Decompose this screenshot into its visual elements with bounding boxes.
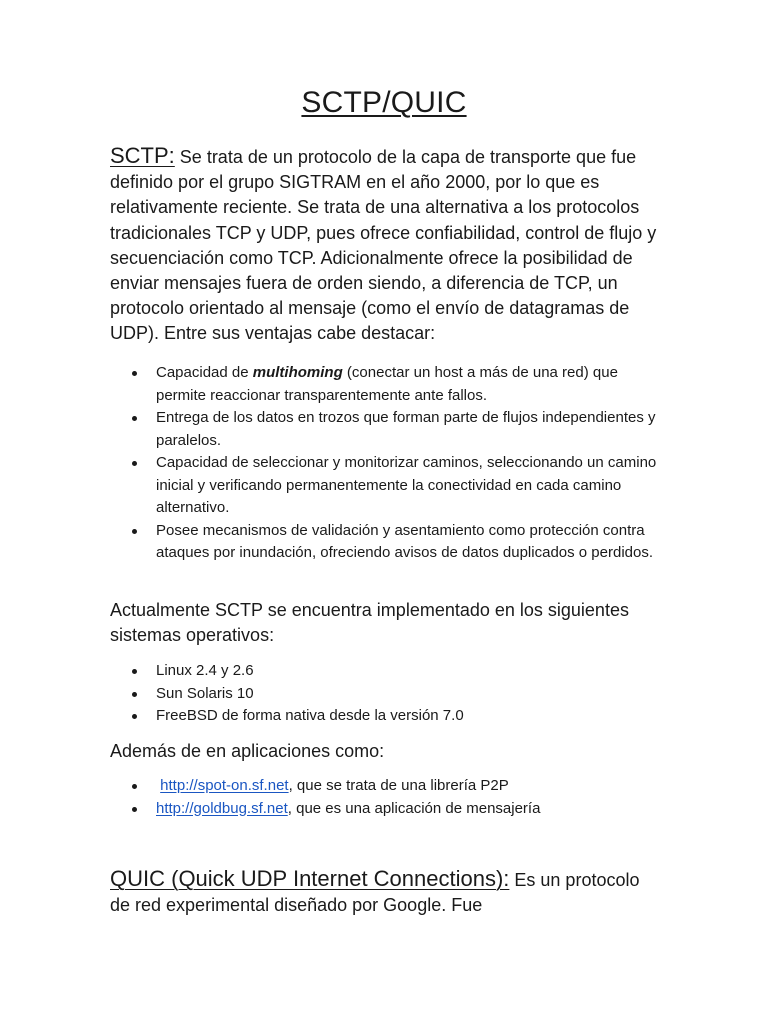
advantage-text: Capacidad de seleccionar y monitorizar caminos, seleccionando un camino inicial y verificando permanentemente la conectividad en cada camino alternativo. xyxy=(156,454,657,516)
list-item xyxy=(110,775,658,798)
list-item xyxy=(110,660,658,683)
advantage-text: Entrega de los datos en trozos que forman parte de flujos independientes y paralelos. xyxy=(156,409,656,449)
sctp-heading: SCTP: xyxy=(110,143,175,168)
quic-intro-text: Es un protocolo de red experimental diseñado por Google. Fue xyxy=(110,870,640,916)
bullet-icon xyxy=(132,669,137,674)
list-item xyxy=(110,705,658,728)
goldbug-link[interactable]: http://goldbug.sf.net xyxy=(156,799,288,817)
advantages-list xyxy=(110,362,658,565)
bullet-icon xyxy=(132,784,137,789)
list-item xyxy=(110,362,658,407)
page-title: SCTP/QUIC xyxy=(301,86,467,119)
list-item xyxy=(110,520,658,565)
os-item: Sun Solaris 10 xyxy=(156,684,254,702)
bullet-icon xyxy=(132,371,137,376)
os-item: Linux 2.4 y 2.6 xyxy=(156,662,254,679)
quic-heading: QUIC (Quick UDP Internet Connections): xyxy=(110,866,510,891)
apps-intro-section xyxy=(110,739,658,764)
list-item xyxy=(110,798,658,821)
os-item: FreeBSD de forma nativa desde la versión 7.0 xyxy=(156,707,464,724)
os-list-section xyxy=(110,660,658,728)
bullet-icon xyxy=(132,416,137,421)
sctp-intro-section xyxy=(110,143,658,347)
apps-list-section xyxy=(110,775,658,820)
advantage-text: (conectar un host a más de una red) que permite reaccionar transparentemente ante fallos. xyxy=(156,364,618,404)
bullet-icon xyxy=(132,461,137,466)
advantage-text: Posee mecanismos de validación y asentamiento como protección contra ataques por inundación, ofreciendo avisos de datos duplicados o perdidos. xyxy=(156,521,654,561)
app-description: , que es una aplicación de mensajería xyxy=(287,799,541,817)
os-intro-section xyxy=(110,598,658,648)
list-item xyxy=(110,683,658,706)
spot-on-link[interactable]: http://spot-on.sf.net xyxy=(160,777,289,794)
apps-intro-paragraph: Además de en aplicaciones como: xyxy=(110,741,385,761)
sctp-intro-paragraph xyxy=(110,143,658,347)
multihoming-term: multihoming xyxy=(252,364,343,381)
list-item xyxy=(110,407,658,452)
sctp-intro-text: Se trata de un protocolo de la capa de transporte que fue definido por el grupo SIGTRAM en el año 2000, por lo que es relativamente reciente. Se trata de una alternativa a los protocolos tradicionales TCP y UDP, pues ofrece confiabilidad, control de flujo y secuenciación como TCP. Adicionalmente ofrece la posibilidad de enviar mensajes fuera de orden siendo, a diferencia de TCP, un protocolo orientado al mensaje (como el envío de datagramas de UDP). Entre sus ventajas cabe destacar: xyxy=(110,147,657,344)
quic-section xyxy=(110,866,658,918)
list-item xyxy=(110,452,658,520)
advantage-text: Capacidad de xyxy=(156,364,253,381)
os-intro-paragraph: Actualmente SCTP se encuentra implementado en los siguientes sistemas operativos: xyxy=(110,600,629,646)
sctp-advantages-section xyxy=(110,362,658,565)
apps-list xyxy=(110,775,658,820)
bullet-icon xyxy=(132,714,137,719)
bullet-icon xyxy=(132,529,137,534)
quic-intro-paragraph xyxy=(110,866,658,918)
bullet-icon xyxy=(132,692,137,697)
os-list xyxy=(110,660,658,728)
app-description: , que se trata de una librería P2P xyxy=(288,777,509,794)
bullet-icon xyxy=(132,807,137,812)
